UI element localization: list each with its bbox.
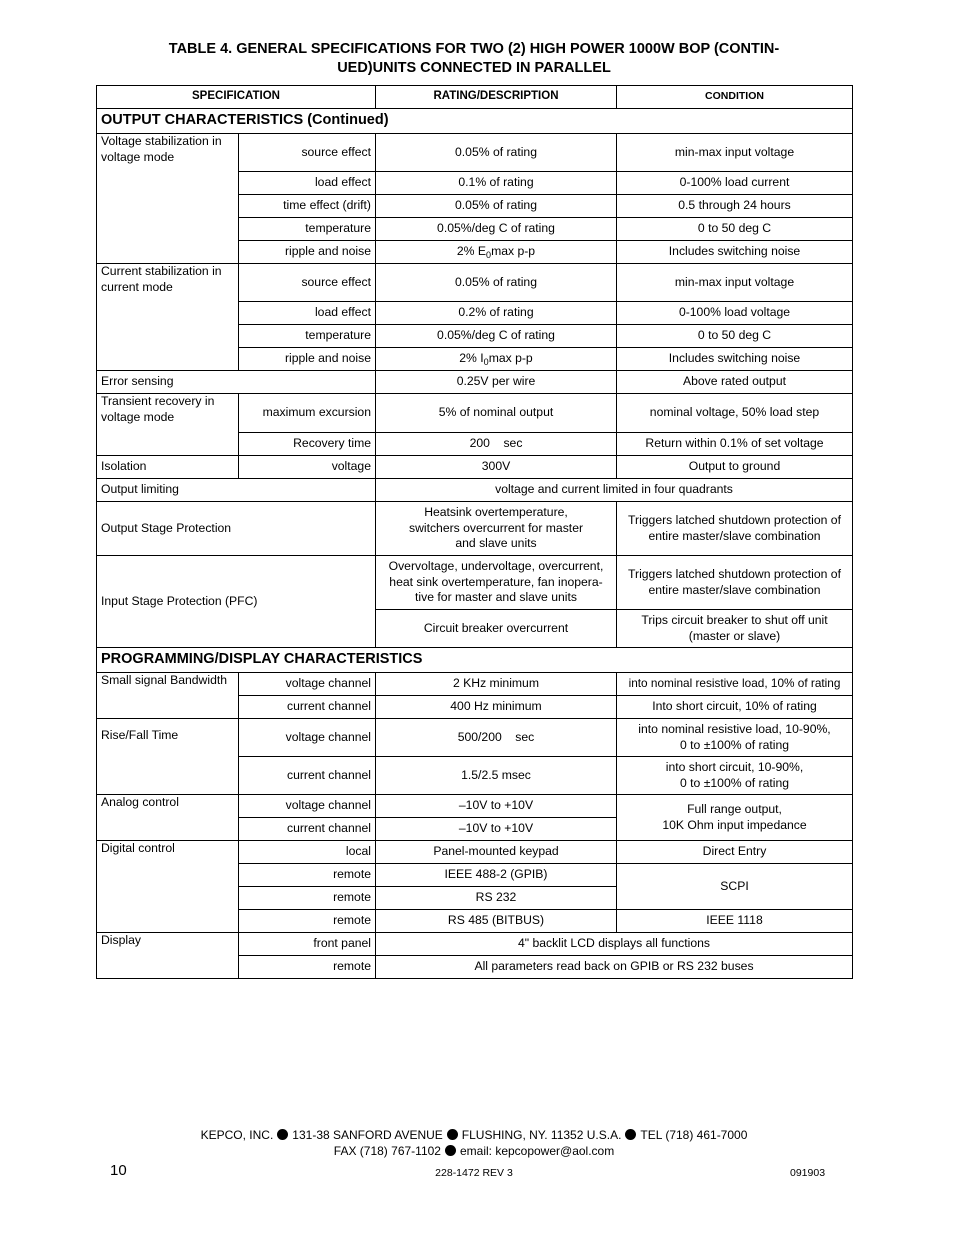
- header-rating: RATING/DESCRIPTION: [376, 86, 617, 109]
- rating-cell: 2% $E_0\max$ p-p: [376, 241, 617, 264]
- spec-label: Analog control: [97, 795, 239, 841]
- table-row: [97, 371, 853, 394]
- header-condition: CONDITION: [617, 86, 853, 109]
- bullet-icon: [445, 1145, 456, 1156]
- spec-sub: temperature: [239, 218, 376, 241]
- condition-cell: Into short circuit, 10% of rating: [617, 696, 853, 719]
- description-cell: voltage and current limited in four quadrants: [376, 479, 853, 502]
- rating-cell: 0.05%/deg C of rating: [376, 218, 617, 241]
- spec-sub: source effect: [239, 264, 376, 302]
- spec-sub: temperature: [239, 325, 376, 348]
- table-row: [97, 456, 853, 479]
- footer-address-line: KEPCO, INC. 131-38 SANFORD AVENUE FLUSHING, NY. 11352 U.S.A. TEL (718) 461-7000: [200, 1128, 748, 1142]
- header-specification: SPECIFICATION: [97, 86, 376, 109]
- spec-sub: current channel: [239, 757, 376, 795]
- spec-label: Transient recovery in voltage mode: [97, 394, 239, 456]
- rating-cell: 2% $I_0\max$ p-p: [376, 348, 617, 371]
- rating-cell: Panel-mounted keypad: [376, 841, 617, 864]
- rating-cell: 5% of nominal output: [376, 394, 617, 433]
- bullet-icon: [447, 1129, 458, 1140]
- table-row: [97, 933, 853, 956]
- rating-cell: –10V to +10V: [376, 795, 617, 818]
- condition-cell: Direct Entry: [617, 841, 853, 864]
- rating-cell: Circuit breaker overcurrent: [376, 610, 617, 648]
- condition-cell: Includes switching noise: [617, 348, 853, 371]
- page-number: 10: [110, 1162, 127, 1179]
- rating-cell: 0.1% of rating: [376, 172, 617, 195]
- spec-label: Current stabilization in current mode: [97, 264, 239, 371]
- spec-sub: front panel: [239, 933, 376, 956]
- condition-cell: 0 to 50 deg C: [617, 218, 853, 241]
- spec-label: Digital control: [97, 841, 239, 933]
- spec-sub: source effect: [239, 134, 376, 172]
- section-programming: PROGRAMMING/DISPLAY CHARACTERISTICS: [97, 648, 853, 673]
- condition-cell: into short circuit, 10-90%, 0 to ±100% of rating: [617, 757, 853, 795]
- spec-label: Small signal Bandwidth: [97, 673, 239, 719]
- condition-cell: into nominal resistive load, 10-90%, 0 to ±100% of rating: [617, 719, 853, 757]
- spec-label: Input Stage Protection (PFC): [97, 556, 376, 648]
- title-line-1: TABLE 4. GENERAL SPECIFICATIONS FOR TWO (2) HIGH POWER 1000W BOP (CONTIN-: [168, 41, 780, 57]
- condition-cell: into nominal resistive load, 10% of rating: [617, 673, 853, 696]
- condition-cell: Trips circuit breaker to shut off unit (master or slave): [617, 610, 853, 648]
- spec-sub: remote: [239, 910, 376, 933]
- spec-label: Output limiting: [97, 479, 376, 502]
- spec-sub: voltage channel: [239, 795, 376, 818]
- spec-sub: current channel: [239, 818, 376, 841]
- rating-cell: Overvoltage, undervoltage, overcurrent, heat sink overtemperature, fan inopera- tive for master and slave units: [376, 556, 617, 610]
- rating-cell: RS 232: [376, 887, 617, 910]
- condition-cell: nominal voltage, 50% load step: [617, 394, 853, 433]
- table-row: [97, 264, 853, 302]
- condition-cell: IEEE 1118: [617, 910, 853, 933]
- condition-cell: Triggers latched shutdown protection of entire master/slave combination: [617, 502, 853, 556]
- spec-sub: voltage: [239, 456, 376, 479]
- spec-sub: voltage channel: [239, 719, 376, 757]
- rating-cell: 1.5/2.5 msec: [376, 757, 617, 795]
- rating-cell: 0.05% of rating: [376, 264, 617, 302]
- spec-sub: Recovery time: [239, 433, 376, 456]
- table-row: [97, 673, 853, 696]
- rating-cell: RS 485 (BITBUS): [376, 910, 617, 933]
- header-row: [97, 86, 853, 109]
- rating-cell: –10V to +10V: [376, 818, 617, 841]
- spec-sub: remote: [239, 864, 376, 887]
- spec-sub: ripple and noise: [239, 348, 376, 371]
- rating-cell: 400 Hz minimum: [376, 696, 617, 719]
- rating-cell: IEEE 488-2 (GPIB): [376, 864, 617, 887]
- specifications-table: [96, 85, 853, 979]
- condition-cell: SCPI: [617, 864, 853, 910]
- spec-sub: ripple and noise: [239, 241, 376, 264]
- table-row: [97, 556, 853, 610]
- document-date: 091903: [790, 1167, 826, 1179]
- spec-label: Error sensing: [97, 371, 376, 394]
- table-row: [97, 479, 853, 502]
- spec-label: Rise/Fall Time: [97, 719, 239, 795]
- rating-cell: 0.05%/deg C of rating: [376, 325, 617, 348]
- section-output: OUTPUT CHARACTERISTICS (Continued): [97, 109, 853, 134]
- footer-contact-line: FAX (718) 767-1102 email: kepcopower@aol.com: [333, 1144, 615, 1158]
- condition-cell: 0 to 50 deg C: [617, 325, 853, 348]
- spec-sub: time effect (drift): [239, 195, 376, 218]
- spec-sub: voltage channel: [239, 673, 376, 696]
- rating-cell: 0.05% of rating: [376, 195, 617, 218]
- table-row: [97, 719, 853, 757]
- spec-sub: remote: [239, 887, 376, 910]
- table-row: [97, 795, 853, 818]
- spec-sub: maximum excursion: [239, 394, 376, 433]
- rating-cell: 0.2% of rating: [376, 302, 617, 325]
- condition-cell: Full range output, 10K Ohm input impedance: [617, 795, 853, 841]
- spec-label: Display: [97, 933, 239, 979]
- bullet-icon: [277, 1129, 288, 1140]
- spec-sub: local: [239, 841, 376, 864]
- table-row: [97, 394, 853, 433]
- table-title: [96, 40, 852, 78]
- title-line-2: UED)UNITS CONNECTED IN PARALLEL: [337, 60, 611, 76]
- condition-cell: Above rated output: [617, 371, 853, 394]
- condition-cell: 0-100% load current: [617, 172, 853, 195]
- condition-cell: min-max input voltage: [617, 134, 853, 172]
- description-cell: All parameters read back on GPIB or RS 232 buses: [376, 956, 853, 979]
- table-row: [97, 502, 853, 556]
- spec-label: Voltage stabilization in voltage mode: [97, 134, 239, 264]
- rating-cell: Heatsink overtemperature, switchers overcurrent for master and slave units: [376, 502, 617, 556]
- rating-cell: 0.05% of rating: [376, 134, 617, 172]
- rating-cell: 200 sec: [376, 433, 617, 456]
- table-row: [97, 841, 853, 864]
- rating-cell: 2 KHz minimum: [376, 673, 617, 696]
- spec-label: Isolation: [97, 456, 239, 479]
- spec-sub: load effect: [239, 302, 376, 325]
- condition-cell: min-max input voltage: [617, 264, 853, 302]
- description-cell: 4" backlit LCD displays all functions: [376, 933, 853, 956]
- condition-cell: 0.5 through 24 hours: [617, 195, 853, 218]
- spec-sub: current channel: [239, 696, 376, 719]
- rating-cell: 300V: [376, 456, 617, 479]
- rating-cell: 500/200 sec: [376, 719, 617, 757]
- spec-sub: remote: [239, 956, 376, 979]
- spec-sub: load effect: [239, 172, 376, 195]
- condition-cell: Return within 0.1% of set voltage: [617, 433, 853, 456]
- table-row: [97, 134, 853, 172]
- bullet-icon: [625, 1129, 636, 1140]
- condition-cell: 0-100% load voltage: [617, 302, 853, 325]
- document-number: 228-1472 REV 3: [435, 1167, 513, 1179]
- condition-cell: Output to ground: [617, 456, 853, 479]
- condition-cell: Triggers latched shutdown protection of entire master/slave combination: [617, 556, 853, 610]
- condition-cell: Includes switching noise: [617, 241, 853, 264]
- rating-cell: 0.25V per wire: [376, 371, 617, 394]
- spec-label: Output Stage Protection: [97, 502, 376, 556]
